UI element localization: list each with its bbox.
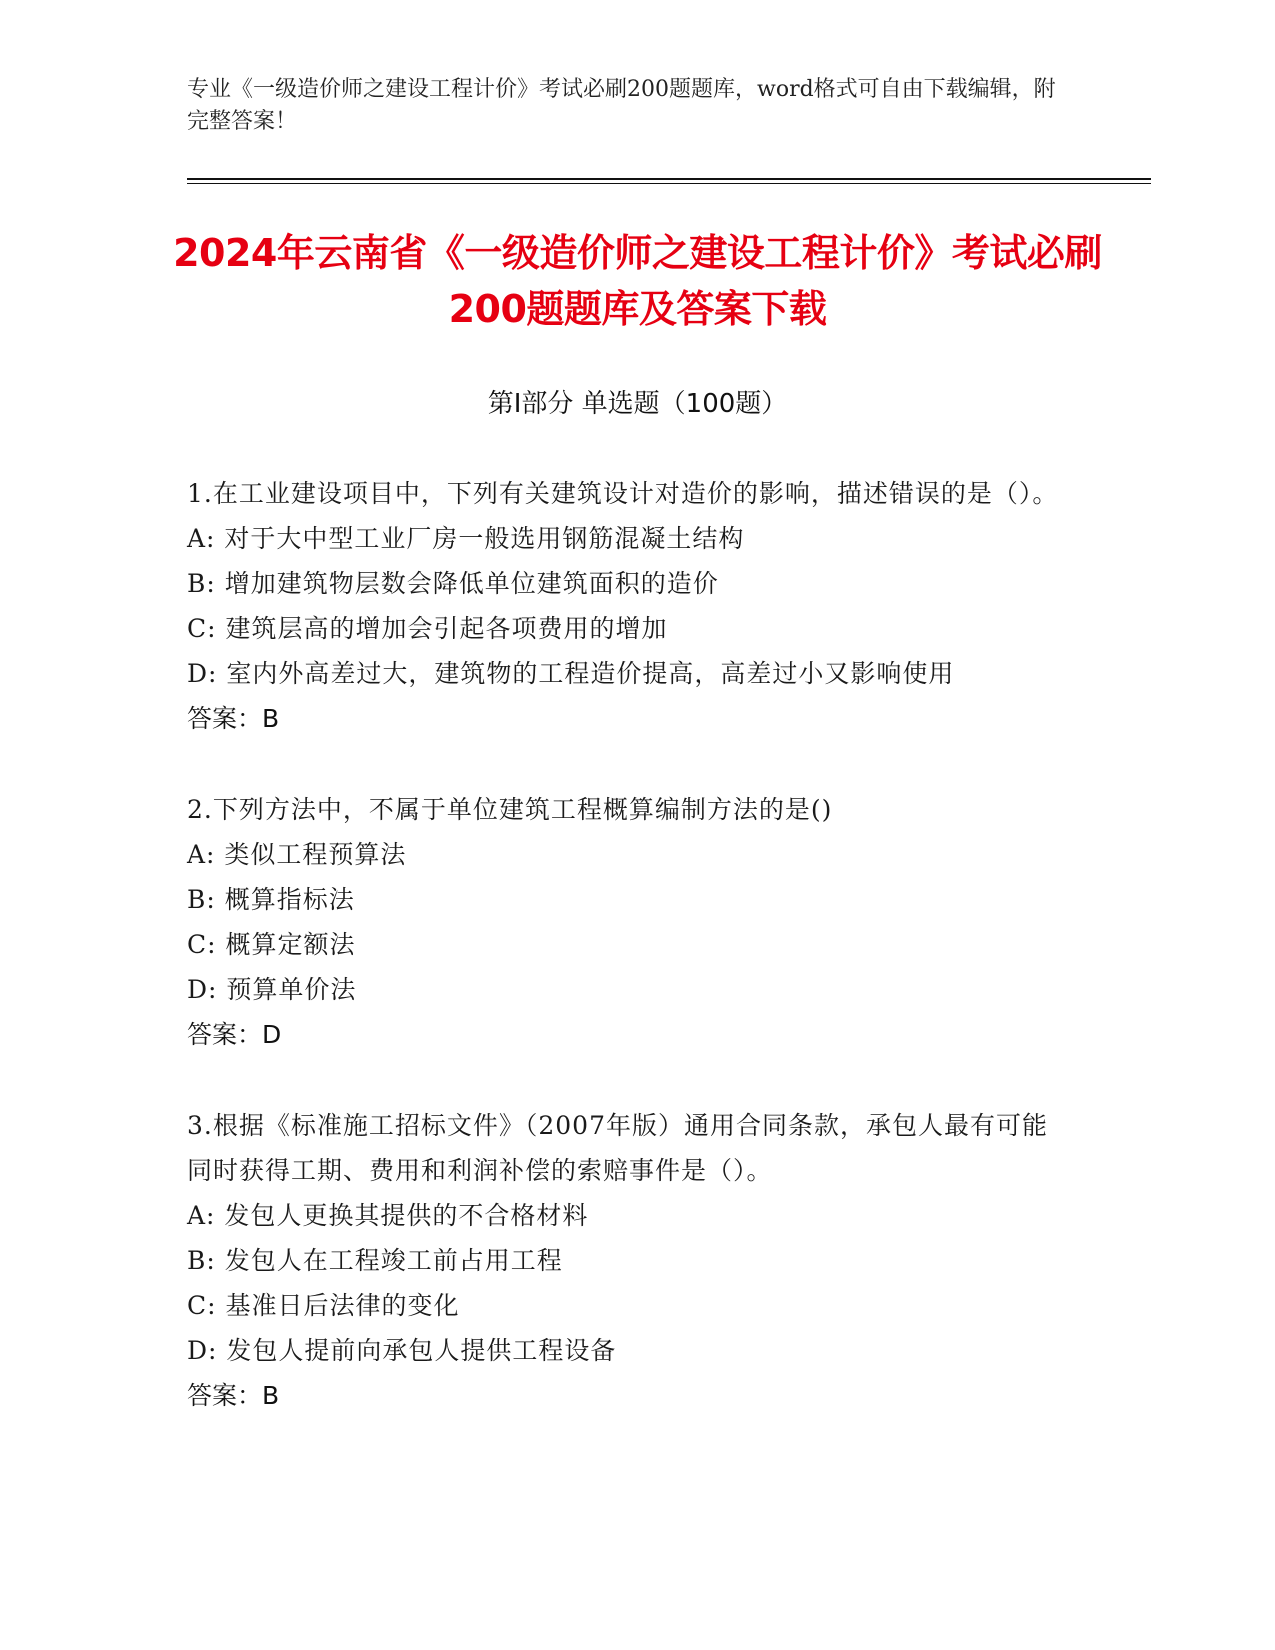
option-d: D: 发包人提前向承包人提供工程设备: [187, 1336, 617, 1365]
option-c: C: 建筑层高的增加会引起各项费用的增加: [187, 614, 668, 643]
section-title: 第I部分 单选题（100题）: [487, 389, 788, 419]
option-a: A: 类似工程预算法: [187, 840, 407, 869]
answer: 答案：B: [187, 704, 280, 733]
option-a: A: 对于大中型工业厂房一般选用钢筋混凝土结构: [187, 524, 745, 553]
header-note: 专业《一级造价师之建设工程计价》考试必刷200题题库，word格式可自由下载编辑，附完整答案！: [187, 77, 1056, 134]
option-a: A: 发包人更换其提供的不合格材料: [187, 1201, 589, 1230]
question-list: [187, 471, 1067, 1464]
answer: 答案：B: [187, 1381, 280, 1410]
option-c: C: 概算定额法: [187, 930, 356, 959]
question-2: [187, 787, 1067, 1057]
question-stem: 2.下列方法中，不属于单位建筑工程概算编制方法的是(): [187, 795, 833, 824]
option-b: B: 概算指标法: [187, 885, 355, 914]
question-3: [187, 1103, 1067, 1418]
question-stem: 1.在工业建设项目中，下列有关建筑设计对造价的影响，描述错误的是（）。: [187, 479, 1059, 508]
option-d: D: 室内外高差过大，建筑物的工程造价提高，高差过小又影响使用: [187, 659, 955, 688]
option-d: D: 预算单价法: [187, 975, 357, 1004]
question-1: [187, 471, 1067, 741]
question-stem: 3.根据《标准施工招标文件》（2007年版）通用合同条款，承包人最有可能同时获得工期、费用和利润补偿的索赔事件是（）。: [187, 1111, 1048, 1185]
option-b: B: 发包人在工程竣工前占用工程: [187, 1246, 563, 1275]
option-c: C: 基准日后法律的变化: [187, 1291, 460, 1320]
option-b: B: 增加建筑物层数会降低单位建筑面积的造价: [187, 569, 719, 598]
header-divider-thin: [187, 183, 1151, 184]
document-title: 2024年云南省《一级造价师之建设工程计价》考试必刷200题题库及答案下载: [173, 231, 1102, 331]
answer: 答案：D: [187, 1020, 282, 1049]
header-divider-thick: [187, 178, 1151, 180]
